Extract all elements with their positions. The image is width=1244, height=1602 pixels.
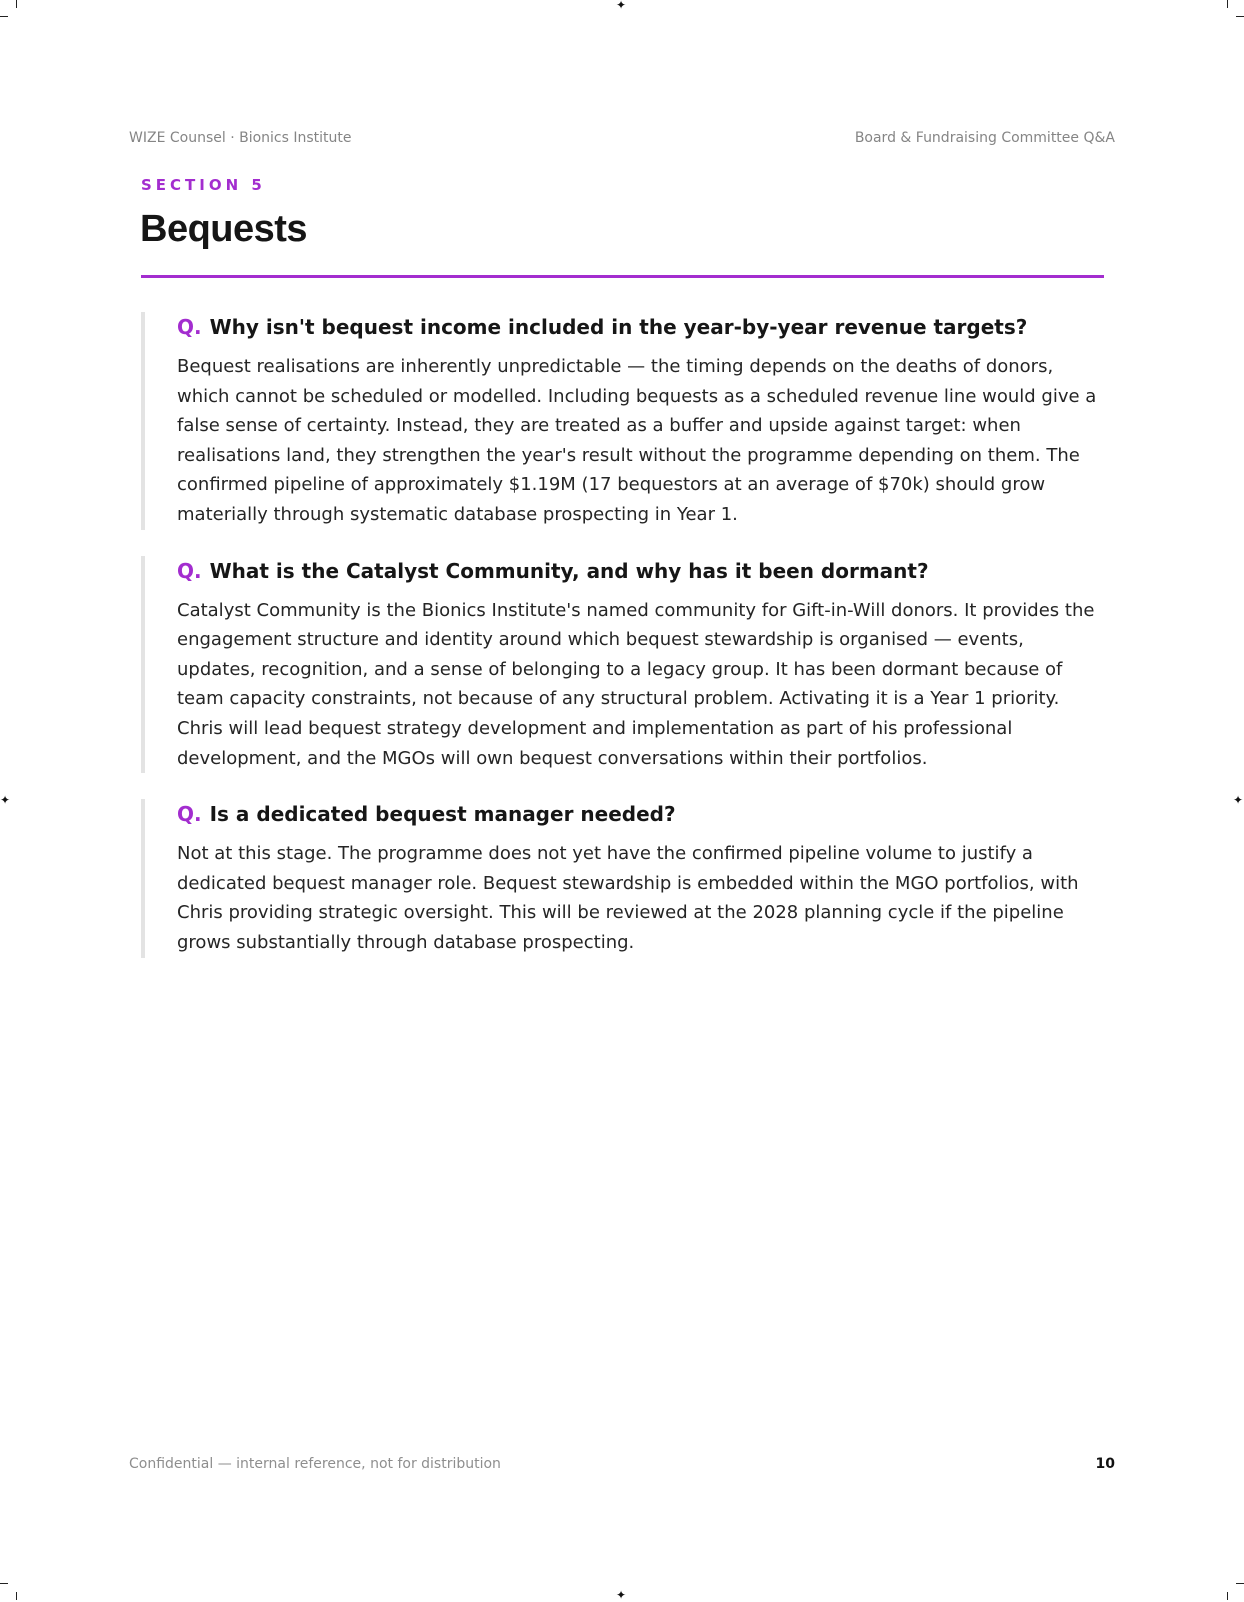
qa-answer: Not at this stage. The programme does not yet have the confirmed pipeline volume to justify a dedicated bequest manager role. Bequest stewardship is embedded within the MGO portfolios, with Chris providing strategic oversight. This will be reviewed at the 2028 planning cycle if the pipeline grows substantially through database prospecting. [177, 843, 1079, 953]
registration-mark-left: ✦ [0, 793, 11, 807]
crop-mark-bottom-left-vertical [16, 1592, 17, 1600]
crop-mark-bottom-left-horizontal [0, 1583, 8, 1584]
crop-mark-bottom-right-horizontal [1236, 1583, 1244, 1584]
registration-mark-top: ✦ [616, 0, 627, 12]
qa-item [141, 799, 1104, 957]
footer-confidentiality-note: Confidential — internal reference, not for distribution [129, 1456, 501, 1472]
section-title-rule [141, 275, 1104, 278]
registration-mark-bottom: ✦ [616, 1588, 627, 1602]
qa-item [141, 556, 1104, 774]
header-organisation: WIZE Counsel · Bionics Institute [129, 130, 352, 146]
qa-question [177, 312, 1104, 342]
qa-question [177, 799, 1104, 829]
registration-mark-right: ✦ [1233, 793, 1244, 807]
section-eyebrow: SECTION 5 [141, 176, 266, 194]
question-marker: Q. [177, 802, 202, 827]
question-text: Why isn't bequest income included in the year-by-year revenue targets? [209, 315, 1028, 339]
qa-list [141, 312, 1104, 984]
qa-answer: Bequest realisations are inherently unpredictable — the timing depends on the deaths of donors, which cannot be scheduled or modelled. Including bequests as a scheduled revenue line would give a false sense of certainty. Instead, they are treated as a buffer and upside against target: when realisations land, they strengthen the year's result without the programme depending on them. The confirmed pipeline of approximately $1.19M (17 bequestors at an average of $70k) should grow materially through systematic database prospecting in Year 1. [177, 356, 1097, 525]
crop-mark-top-right-horizontal [1236, 16, 1244, 17]
crop-mark-top-left-vertical [16, 0, 17, 8]
running-header [129, 130, 1115, 150]
question-text: Is a dedicated bequest manager needed? [209, 802, 676, 827]
question-text: What is the Catalyst Community, and why has it been dormant? [209, 558, 929, 583]
crop-mark-bottom-right-vertical [1227, 1592, 1228, 1600]
qa-question [177, 556, 1104, 586]
crop-mark-top-left-horizontal [0, 16, 8, 17]
question-marker: Q. [177, 315, 202, 339]
qa-item [141, 312, 1104, 530]
question-marker: Q. [177, 558, 202, 583]
qa-answer: Catalyst Community is the Bionics Institute's named community for Gift-in-Will donors. It provides the engagement structure and identity around which bequest stewardship is organised — events, updates, recognition, and a sense of belonging to a legacy group. It has been dormant because of team capacity constraints, not because of any structural problem. Activating it is a Year 1 priority. Chris will lead bequest strategy development and implementation as part of his professional development, and the MGOs will own bequest conversations within their portfolios. [177, 599, 1095, 769]
crop-mark-top-right-vertical [1227, 0, 1228, 8]
section-title: Bequests [140, 208, 308, 250]
header-document-title: Board & Fundraising Committee Q&A [854, 130, 1115, 146]
page-number: 10 [1095, 1456, 1115, 1472]
